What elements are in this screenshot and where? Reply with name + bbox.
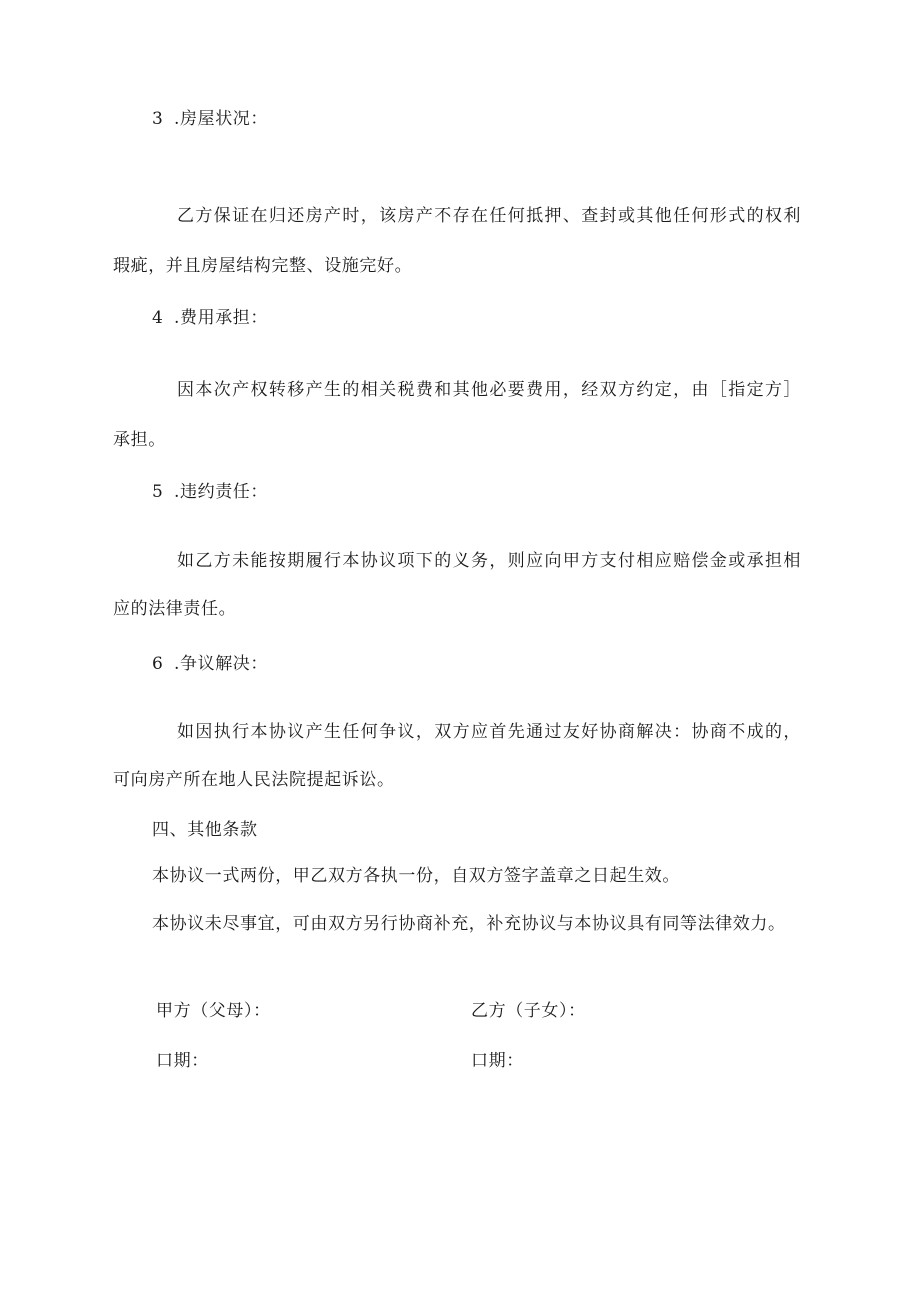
section-4-body-line-2: 承担。 [113, 430, 166, 450]
other-terms-clause-1: 本协议一式两份，甲乙双方各执一份，自双方签字盖章之日起生效。 [152, 866, 680, 886]
section-5-heading [152, 482, 268, 502]
section-3-body-line-2: 瑕疵，并且房屋结构完整、设施完好。 [113, 256, 413, 276]
section-5-body-line-1: 如乙方未能按期履行本协议项下的义务，则应向甲方支付相应赔偿金或承担相 [177, 551, 801, 571]
section-number: 5 [152, 482, 164, 502]
section-5-body-line-2: 应的法律责任。 [113, 599, 237, 619]
section-number: 3 [152, 109, 164, 129]
section-title: .争议解决： [174, 654, 269, 674]
section-6-heading [152, 654, 268, 674]
party-b-date-label: 口期： [471, 1051, 524, 1071]
party-b-signature-label: 乙方（子女）： [471, 1001, 586, 1021]
party-a-signature-label: 甲方（父母）： [156, 1001, 271, 1021]
section-title: .房屋状况： [174, 109, 269, 129]
other-terms-title: 四、其他条款 [152, 820, 258, 840]
section-6-body-line-2: 可向房产所在地人民法院提起诉讼。 [113, 770, 395, 790]
section-number: 6 [152, 654, 164, 674]
section-4-heading [152, 308, 268, 328]
section-4-body-line-1: 因本次产权转移产生的相关税费和其他必要费用，经双方约定，由［指定方］ [177, 380, 801, 400]
section-title: .违约责任： [174, 482, 269, 502]
section-3-body-line-1: 乙方保证在归还房产时，该房产不存在任何抵押、查封或其他任何形式的权利 [177, 206, 801, 226]
section-title: .费用承担： [174, 308, 269, 328]
section-6-body-line-1: 如因执行本协议产生任何争议，双方应首先通过友好协商解决：协商不成的， [177, 722, 801, 742]
party-a-date-label: 口期： [156, 1051, 209, 1071]
other-terms-clause-2: 本协议未尽事宜，可由双方另行协商补充，补充协议与本协议具有同等法律效力。 [152, 914, 786, 934]
section-3-heading [152, 109, 268, 129]
section-number: 4 [152, 308, 164, 328]
